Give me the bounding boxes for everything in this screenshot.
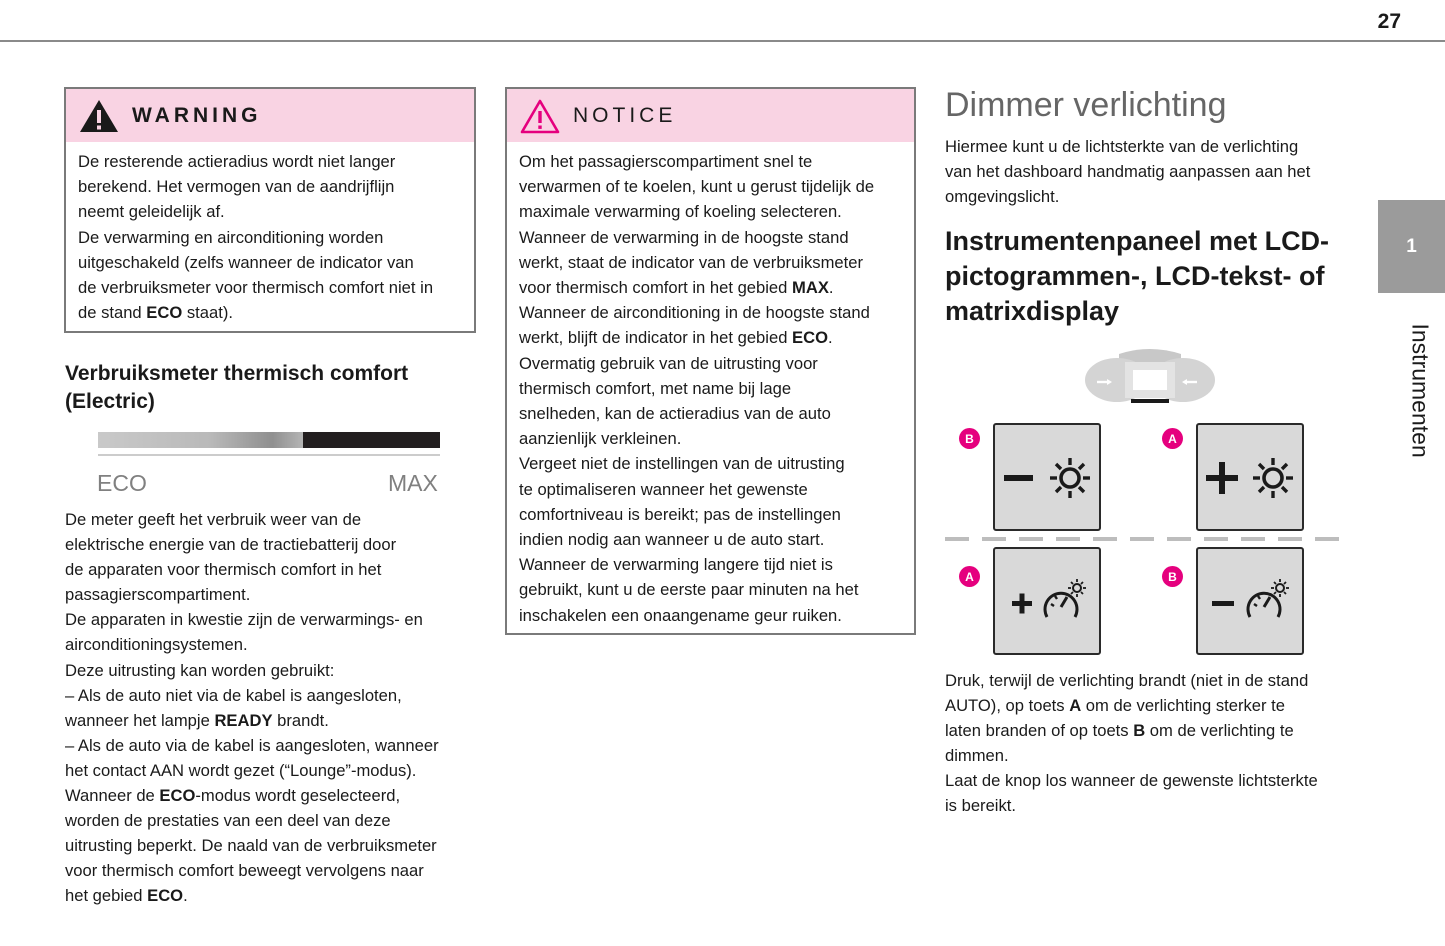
gauge-level <box>98 432 303 448</box>
page-number: 27 <box>1377 10 1401 33</box>
warning-line: de stand ECO staat). <box>78 303 233 323</box>
warning-header <box>66 89 474 142</box>
gauge-label-max: MAX <box>388 470 438 496</box>
warning-line: De verwarming en airconditioning worden <box>78 227 384 247</box>
warning-box <box>64 87 476 333</box>
warning-text <box>66 142 474 333</box>
notice-title: NOTICE <box>573 103 677 127</box>
gauge-label-eco: ECO <box>97 470 147 496</box>
gauge-baseline <box>98 454 440 456</box>
dashed-separator <box>945 537 1352 541</box>
dimmer-intro: Hiermee kunt u de lichtsterkte van de verlichting van het dashboard handmatig aanpassen aan het omgevingslicht. <box>945 137 1311 207</box>
header-rule <box>0 40 1445 42</box>
dim-up-button[interactable] <box>1196 423 1304 531</box>
warning-line: neemt geleidelijk af. <box>78 202 225 222</box>
warning-line: de verbruiksmeter voor thermisch comfort niet in <box>78 278 434 298</box>
warning-line: uitgeschakeld (zelfs wanneer de indicator van <box>78 252 414 272</box>
marker-b: B <box>1162 566 1183 587</box>
plus-gauge-light-icon <box>995 549 1099 653</box>
chapter-name: Instrumenten <box>1407 323 1434 458</box>
dimmer-instructions: Druk, terwijl de verlichting brandt (niet in de stand AUTO), op toets A om de verlichting sterker te laten branden of op toets B om de verlichting te dimmen. Laat de knop los wanneer de gewenste lichtsterkte is bereikt. <box>945 671 1318 816</box>
dim-down-button[interactable] <box>993 423 1101 531</box>
chapter-tab[interactable]: 1 <box>1378 200 1445 293</box>
minus-brightness-icon <box>995 425 1099 529</box>
marker-a: A <box>959 566 980 587</box>
gauge-brightness-down-button[interactable] <box>1196 547 1304 655</box>
gauge-max-zone <box>303 432 440 448</box>
marker-b: B <box>959 428 980 449</box>
dimmer-title: Dimmer verlichting <box>945 86 1227 124</box>
plus-brightness-icon <box>1198 425 1302 529</box>
notice-header <box>507 89 914 142</box>
thermal-comfort-gauge <box>98 432 440 448</box>
lcd-panel-heading: Instrumentenpaneel met LCD- pictogrammen-, LCD-tekst- of matrixdisplay <box>945 226 1330 326</box>
notice-triangle-icon <box>519 98 561 134</box>
notice-text: Om het passagierscompartiment snel te verwarmen of te koelen, kunt u gerust tijdelijk de maximale verwarming of koeling selecteren. Wanneer de verwarming in de hoogste stand werkt, staat de indicator van de verbruiksmeter voor thermisch comfort in het gebied MAX. Wanneer de airconditioning in de hoogste stand werkt, blijft de indicator in het gebied ECO. Overmatig gebruik van de uitrusting voor thermisch comfort, met name bij lage snelheden, kan de actieradius van de auto aanzienlijk verkleinen. Vergeet niet de instellingen van de uitrusting te optimaliseren wanneer het gewenste comfortniveau is bereikt; pas de instellingen indien nodig aan wanneer u de auto start. Wanneer de verwarming langere tijd niet is gebruikt, kunt u de eerste paar minuten na het inschakelen een onaangename geur ruiken. <box>519 152 875 625</box>
warning-line: berekend. Het vermogen van de aandrijflijn <box>78 177 395 197</box>
dashboard-icon <box>1083 348 1217 406</box>
marker-a: A <box>1162 428 1183 449</box>
meter-heading: Verbruiksmeter thermisch comfort (Electric) <box>65 362 409 413</box>
meter-description: De meter geeft het verbruik weer van de elektrische energie van de tractiebatterij door de apparaten voor thermisch comfort in het passagierscompartiment. De apparaten in kwestie zijn de verwarmings- en airconditioningsystemen. Deze uitrusting kan worden gebruikt: – Als de auto niet via de kabel is aangesloten, wanneer het lampje READY brandt. – Als de auto via de kabel is aangesloten, wanneer het contact AAN wordt gezet (“Lounge”-modus). Wanneer de ECO-modus wordt geselecteerd, worden de prestaties van een deel van deze uitrusting beperkt. De naald van de verbruiksmeter voor thermisch comfort beweegt vervolgens naar het gebied ECO. <box>65 510 439 906</box>
gauge-brightness-up-button[interactable] <box>993 547 1101 655</box>
minus-gauge-light-icon <box>1198 549 1302 653</box>
notice-box <box>505 87 916 635</box>
warning-title: WARNING <box>132 103 262 127</box>
warning-line: De resterende actieradius wordt niet langer <box>78 152 396 171</box>
warning-triangle-icon <box>78 98 120 134</box>
